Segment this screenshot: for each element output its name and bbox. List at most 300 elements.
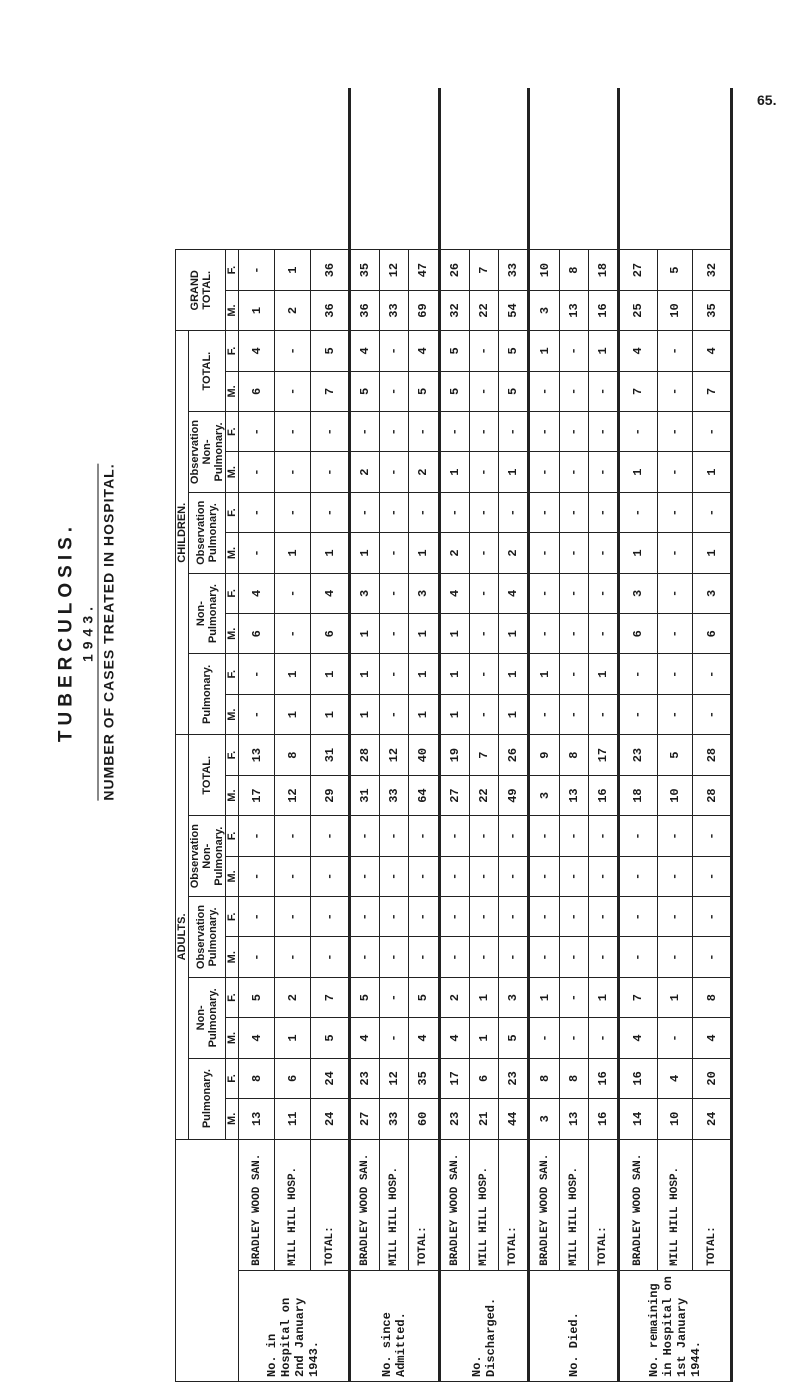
value-cell: - [498, 937, 529, 977]
institution-label: BRADLEY WOOD SAN. [239, 1139, 275, 1270]
value-cell: - [470, 331, 499, 371]
value-cell: - [275, 371, 311, 411]
value-cell: - [588, 937, 619, 977]
value-cell: 31 [349, 775, 380, 815]
value-cell: 18 [588, 250, 619, 290]
value-cell: - [498, 856, 529, 896]
value-cell: 5 [498, 1018, 529, 1058]
value-cell: 4 [239, 1018, 275, 1058]
value-cell: 1 [498, 614, 529, 654]
value-cell: 1 [409, 694, 440, 734]
value-cell: - [498, 412, 529, 452]
value-cell: - [619, 937, 657, 977]
value-cell: 13 [239, 735, 275, 776]
value-cell: 3 [619, 573, 657, 613]
value-cell: - [470, 492, 499, 532]
value-cell: 5 [498, 371, 529, 411]
value-cell: 47 [409, 250, 440, 290]
value-cell: 64 [409, 775, 440, 815]
value-cell: - [409, 937, 440, 977]
value-cell: 6 [470, 1058, 499, 1098]
value-cell: 8 [559, 1058, 588, 1098]
value-cell: - [559, 654, 588, 694]
value-cell: 23 [619, 735, 657, 776]
value-cell: - [239, 937, 275, 977]
female-column-header: F. [226, 331, 239, 371]
value-cell: 3 [529, 290, 560, 330]
value-cell: 1 [275, 533, 311, 573]
value-cell: - [239, 694, 275, 734]
value-cell: - [559, 492, 588, 532]
institution-label: BRADLEY WOOD SAN. [529, 1139, 560, 1270]
value-cell: 1 [439, 654, 470, 694]
group-label: No. remaining in Hospital on 1st January 1944. [619, 1270, 732, 1381]
value-cell: 44 [498, 1099, 529, 1139]
value-cell: - [657, 1018, 693, 1058]
value-cell: 5 [657, 735, 693, 776]
table-row [311, 88, 350, 1382]
value-cell: 1 [349, 694, 380, 734]
value-cell: - [559, 452, 588, 492]
value-cell: - [470, 897, 499, 937]
value-cell: 1 [439, 694, 470, 734]
value-cell: - [529, 371, 560, 411]
value-cell: - [693, 816, 732, 856]
value-cell: - [380, 1018, 409, 1058]
female-column-header: F. [226, 1058, 239, 1098]
male-column-header: M. [226, 614, 239, 654]
value-cell: 8 [559, 250, 588, 290]
value-cell: - [693, 694, 732, 734]
value-cell: - [470, 694, 499, 734]
value-cell: - [588, 412, 619, 452]
value-cell: - [693, 897, 732, 937]
value-cell: - [619, 654, 657, 694]
value-cell: 5 [409, 371, 440, 411]
value-cell: - [559, 897, 588, 937]
value-cell: 5 [439, 371, 470, 411]
value-cell: - [239, 452, 275, 492]
value-cell: - [498, 816, 529, 856]
value-cell: - [239, 897, 275, 937]
value-cell: - [529, 1018, 560, 1058]
value-cell: 12 [380, 1058, 409, 1098]
value-cell: 27 [439, 775, 470, 815]
value-cell: 33 [380, 775, 409, 815]
value-cell: - [559, 614, 588, 654]
institution-label: MILL HILL HOSP. [380, 1139, 409, 1270]
value-cell: - [657, 856, 693, 896]
table-row [498, 88, 529, 1382]
value-cell: 5 [239, 977, 275, 1017]
value-cell: - [588, 816, 619, 856]
value-cell: - [588, 614, 619, 654]
male-column-header: M. [226, 694, 239, 734]
value-cell: - [439, 856, 470, 896]
value-cell: - [693, 492, 732, 532]
value-cell: 1 [311, 694, 350, 734]
value-cell: - [275, 937, 311, 977]
value-cell: 3 [409, 573, 440, 613]
value-cell: - [275, 412, 311, 452]
value-cell: - [239, 856, 275, 896]
value-cell: - [559, 694, 588, 734]
male-column-header: M. [226, 452, 239, 492]
value-cell: - [657, 533, 693, 573]
value-cell: - [619, 412, 657, 452]
value-cell: 27 [619, 250, 657, 290]
value-cell: - [693, 412, 732, 452]
institution-label: TOTAL: [498, 1139, 529, 1270]
value-cell: - [380, 573, 409, 613]
value-cell: 1 [275, 250, 311, 290]
value-cell: 4 [619, 1018, 657, 1058]
value-cell: - [498, 897, 529, 937]
male-column-header: M. [226, 1099, 239, 1139]
value-cell: 1 [529, 331, 560, 371]
institution-label: TOTAL: [588, 1139, 619, 1270]
value-cell: 7 [311, 977, 350, 1017]
male-column-header: M. [226, 856, 239, 896]
value-cell: - [380, 331, 409, 371]
female-column-header: F. [226, 492, 239, 532]
adults-total-header: TOTAL. [189, 735, 226, 816]
value-cell: - [239, 492, 275, 532]
male-column-header: M. [226, 290, 239, 330]
value-cell: 1 [349, 654, 380, 694]
value-cell: - [380, 654, 409, 694]
male-column-header: M. [226, 775, 239, 815]
value-cell: - [470, 533, 499, 573]
children-obs-non-pulmonary-header: Observation Non- Pulmonary. [189, 412, 226, 493]
value-cell: - [349, 492, 380, 532]
value-cell: 17 [588, 735, 619, 776]
value-cell: 3 [693, 573, 732, 613]
value-cell: - [559, 816, 588, 856]
institution-label: MILL HILL HOSP. [657, 1139, 693, 1270]
value-cell: 3 [529, 775, 560, 815]
value-cell: 40 [409, 735, 440, 776]
table-row [693, 88, 732, 1382]
institution-label: MILL HILL HOSP. [470, 1139, 499, 1270]
group-label: No. in Hospital on 2nd January 1943. [239, 1270, 350, 1381]
value-cell: 1 [275, 654, 311, 694]
value-cell: 1 [657, 977, 693, 1017]
value-cell: 2 [409, 452, 440, 492]
value-cell: 1 [439, 614, 470, 654]
value-cell: 17 [239, 775, 275, 815]
value-cell: - [529, 533, 560, 573]
value-cell: 33 [380, 290, 409, 330]
value-cell: 8 [559, 735, 588, 776]
value-cell: - [529, 897, 560, 937]
value-cell: 13 [239, 1099, 275, 1139]
value-cell: - [657, 694, 693, 734]
value-cell: - [619, 856, 657, 896]
value-cell: 23 [349, 1058, 380, 1098]
value-cell: 4 [409, 1018, 440, 1058]
value-cell: - [657, 371, 693, 411]
value-cell: 7 [619, 371, 657, 411]
group-label: No. since Admitted. [349, 1270, 439, 1381]
table-row [409, 88, 440, 1382]
male-column-header: M. [226, 371, 239, 411]
table-row [657, 88, 693, 1382]
value-cell: 28 [693, 735, 732, 776]
value-cell: - [349, 856, 380, 896]
value-cell: 54 [498, 290, 529, 330]
table-body [239, 88, 732, 1382]
value-cell: 7 [470, 250, 499, 290]
institution-label: BRADLEY WOOD SAN. [349, 1139, 380, 1270]
value-cell: 1 [619, 533, 657, 573]
group-label: No. Discharged. [439, 1270, 529, 1381]
value-cell: - [529, 614, 560, 654]
value-cell: - [657, 331, 693, 371]
value-cell: - [275, 856, 311, 896]
value-cell: 5 [409, 977, 440, 1017]
institution-label: TOTAL: [693, 1139, 732, 1270]
cases-table [175, 88, 733, 1382]
value-cell: 1 [239, 290, 275, 330]
value-cell: - [529, 452, 560, 492]
value-cell: 1 [588, 654, 619, 694]
value-cell: 6 [239, 371, 275, 411]
value-cell: 4 [439, 1018, 470, 1058]
value-cell: 4 [349, 331, 380, 371]
value-cell: 5 [349, 977, 380, 1017]
value-cell: - [559, 533, 588, 573]
value-cell: 6 [619, 614, 657, 654]
value-cell: 26 [439, 250, 470, 290]
adults-non-pulmonary-header: Non- Pulmonary. [189, 977, 226, 1058]
value-cell: 14 [619, 1099, 657, 1139]
value-cell: 7 [470, 735, 499, 776]
institution-label: BRADLEY WOOD SAN. [619, 1139, 657, 1270]
value-cell: - [470, 937, 499, 977]
value-cell: - [470, 371, 499, 411]
table-row [559, 88, 588, 1382]
value-cell: 22 [470, 290, 499, 330]
value-cell: 26 [498, 735, 529, 776]
value-cell: 12 [275, 775, 311, 815]
female-column-header: F. [226, 412, 239, 452]
female-column-header: F. [226, 816, 239, 856]
table-row [439, 88, 470, 1382]
value-cell: - [657, 937, 693, 977]
value-cell: - [275, 331, 311, 371]
value-cell: - [529, 573, 560, 613]
table-row [275, 88, 311, 1382]
male-column-header: M. [226, 1018, 239, 1058]
children-non-pulmonary-header: Non- Pulmonary. [189, 573, 226, 654]
value-cell: - [588, 573, 619, 613]
value-cell: - [693, 654, 732, 694]
value-cell: 12 [380, 250, 409, 290]
value-cell: 6 [275, 1058, 311, 1098]
page-year: 1943. [79, 601, 96, 663]
value-cell: 4 [693, 331, 732, 371]
value-cell: 1 [275, 694, 311, 734]
value-cell: 24 [311, 1058, 350, 1098]
value-cell: 1 [498, 452, 529, 492]
value-cell: 1 [498, 654, 529, 694]
adults-obs-pulmonary-header: Observation Pulmonary. [189, 897, 226, 978]
value-cell: - [588, 452, 619, 492]
institution-label: MILL HILL HOSP. [275, 1139, 311, 1270]
value-cell: 22 [470, 775, 499, 815]
value-cell: - [529, 816, 560, 856]
value-cell: - [559, 977, 588, 1017]
value-cell: 20 [693, 1058, 732, 1098]
value-cell: 3 [498, 977, 529, 1017]
value-cell: 8 [693, 977, 732, 1017]
value-cell: - [311, 492, 350, 532]
value-cell: 2 [349, 452, 380, 492]
value-cell: - [409, 412, 440, 452]
value-cell: 5 [439, 331, 470, 371]
value-cell: 35 [409, 1058, 440, 1098]
value-cell: - [380, 937, 409, 977]
value-cell: 12 [380, 735, 409, 776]
value-cell: - [275, 573, 311, 613]
value-cell: - [657, 654, 693, 694]
value-cell: - [588, 492, 619, 532]
value-cell: 16 [588, 1099, 619, 1139]
value-cell: - [349, 937, 380, 977]
value-cell: 4 [349, 1018, 380, 1058]
value-cell: - [275, 897, 311, 937]
value-cell: 1 [311, 654, 350, 694]
value-cell: 11 [275, 1099, 311, 1139]
value-cell: 4 [498, 573, 529, 613]
value-cell: - [409, 897, 440, 937]
value-cell: - [239, 654, 275, 694]
value-cell: 19 [439, 735, 470, 776]
value-cell: 8 [239, 1058, 275, 1098]
table-row [470, 88, 499, 1382]
value-cell: - [380, 452, 409, 492]
value-cell: 23 [498, 1058, 529, 1098]
value-cell: - [559, 1018, 588, 1058]
value-cell: - [588, 1018, 619, 1058]
value-cell: 21 [470, 1099, 499, 1139]
value-cell: 4 [693, 1018, 732, 1058]
value-cell: - [409, 492, 440, 532]
value-cell: - [657, 897, 693, 937]
value-cell: - [380, 533, 409, 573]
value-cell: 5 [498, 331, 529, 371]
table-row [380, 88, 409, 1382]
institution-label: TOTAL: [311, 1139, 350, 1270]
value-cell: - [311, 897, 350, 937]
value-cell: - [311, 816, 350, 856]
value-cell: - [275, 452, 311, 492]
value-cell: 36 [311, 290, 350, 330]
page-number: 65. [757, 92, 777, 108]
value-cell: 36 [311, 250, 350, 290]
value-cell: - [498, 492, 529, 532]
value-cell: 4 [439, 573, 470, 613]
value-cell: 49 [498, 775, 529, 815]
value-cell: - [439, 937, 470, 977]
value-cell: - [439, 492, 470, 532]
value-cell: - [311, 856, 350, 896]
value-cell: - [470, 654, 499, 694]
value-cell: - [559, 937, 588, 977]
value-cell: - [470, 412, 499, 452]
value-cell: 4 [657, 1058, 693, 1098]
male-column-header: M. [226, 533, 239, 573]
table-head [176, 88, 239, 1382]
value-cell: 1 [409, 533, 440, 573]
value-cell: 36 [349, 290, 380, 330]
value-cell: - [559, 331, 588, 371]
value-cell: 69 [409, 290, 440, 330]
value-cell: 5 [657, 250, 693, 290]
group-label: No. Died. [529, 1270, 619, 1381]
institution-label: BRADLEY WOOD SAN. [439, 1139, 470, 1270]
value-cell: 16 [588, 1058, 619, 1098]
value-cell: 32 [693, 250, 732, 290]
value-cell: 1 [349, 533, 380, 573]
value-cell: 35 [349, 250, 380, 290]
value-cell: 7 [693, 371, 732, 411]
value-cell: 10 [657, 1099, 693, 1139]
value-cell: 23 [439, 1099, 470, 1139]
value-cell: 1 [409, 654, 440, 694]
value-cell: - [559, 856, 588, 896]
value-cell: 1 [470, 1018, 499, 1058]
corner-cell [176, 1139, 239, 1381]
value-cell: - [588, 856, 619, 896]
table-row [619, 88, 657, 1382]
value-cell: 4 [409, 331, 440, 371]
children-header: CHILDREN. [176, 331, 189, 735]
value-cell: 16 [619, 1058, 657, 1098]
adults-pulmonary-header: Pulmonary. [189, 1058, 226, 1139]
value-cell: 1 [409, 614, 440, 654]
value-cell: - [588, 897, 619, 937]
value-cell: - [529, 492, 560, 532]
value-cell: 4 [311, 573, 350, 613]
value-cell: 9 [529, 735, 560, 776]
children-pulmonary-header: Pulmonary. [189, 654, 226, 735]
value-cell: 5 [349, 371, 380, 411]
institution-label: MILL HILL HOSP. [559, 1139, 588, 1270]
female-column-header: F. [226, 735, 239, 776]
value-cell: 4 [239, 331, 275, 371]
value-cell: 1 [588, 977, 619, 1017]
value-cell: - [409, 856, 440, 896]
value-cell: - [349, 816, 380, 856]
value-cell: - [380, 412, 409, 452]
value-cell: - [588, 533, 619, 573]
value-cell: 5 [311, 331, 350, 371]
value-cell: 60 [409, 1099, 440, 1139]
male-column-header: M. [226, 937, 239, 977]
value-cell: 2 [439, 533, 470, 573]
value-cell: 6 [311, 614, 350, 654]
value-cell: 5 [311, 1018, 350, 1058]
value-cell: 10 [529, 250, 560, 290]
value-cell: - [693, 937, 732, 977]
value-cell: 3 [529, 1099, 560, 1139]
value-cell: - [311, 937, 350, 977]
value-cell: - [439, 816, 470, 856]
value-cell: 27 [349, 1099, 380, 1139]
value-cell: - [311, 412, 350, 452]
